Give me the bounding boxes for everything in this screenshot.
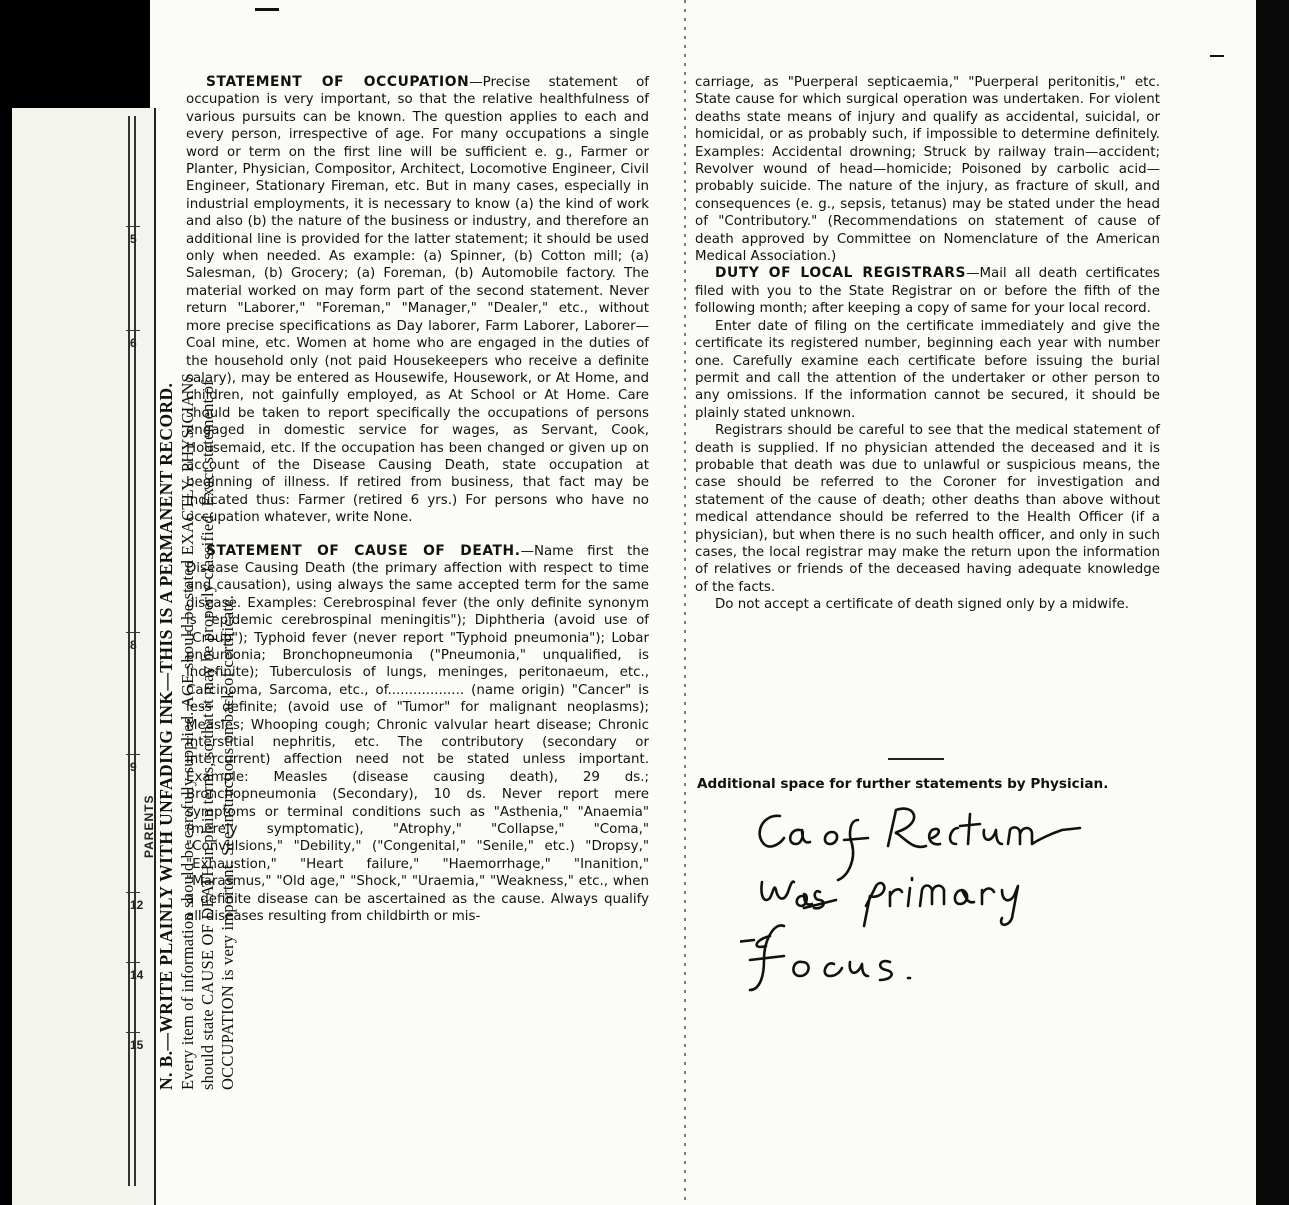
cause-paragraph [186, 543, 649, 926]
ruler-tick [126, 754, 140, 755]
cause-text: —Name first the Disease Causing Death (the primary affection with respect to time and causation), using always the same accepted term for the same disease. Examples: Cerebrospinal fever (the only definite synonym is "epidemic cerebrospinal meningitis"); Diphtheria (avoid use of "Croup"); Typhoid fever (never report "Typhoid pneumonia"); Lobar pneumonia; Bronchopneumonia ("Pneumonia," unqualified, is indefinite); Tuberculosis of lungs, meninges, peritonaeum, etc., Carcinoma, Sarcoma, etc., of.................. (name origin) "Cancer" is less definite; (avoid use of "Tumor" for malignant neoplasms); Measles; Whooping cough; Chronic valvular heart disease; Chronic interstitial nephritis, etc. The contributory (secondary or intercurrent) affection need not be stated unless important. Example: Measles (disease causing death), 29 ds.; Bronchopneumonia (Secondary), 10 ds. Never report mere symptoms or terminal conditions such as "Asthenia," "Anaemia" (merely symptomatic), "Atrophy," "Collapse," "Coma," "Convulsions," "Debility," ("Congenital," "Senile," etc.) "Dropsy," "Exhaustion," "Heart failure," "Haemorrhage," "Inanition," "Marasmus," "Old age," "Shock," "Uraemia," "Weakness," etc., when a definite disease can be ascertained as the cause. Always qualify all diseases resulting from childbirth or mis- [186, 543, 649, 925]
ruler-tick [126, 962, 140, 963]
medical-statement-paragraph: Registrars should be careful to see that the medical statement of death is supplied. If no physician attended the deceased and it is probable that death was due to unlawful or suspicious means, the case should be referred to the Coroner for investigation and statement of the cause of death; other deaths than above without medical attendance should be referred to the Health Officer (if a physician), but when there is no such health officer, and only in such cases, the local registrar may make the return upon the information of relatives or friends of the deceased having adequate knowledge of the facts. [695, 423, 1160, 595]
strip-instruction: Every item of information should be carefully supplied. AGE should be stated EXACTLY. PHYSICIANS [178, 372, 197, 1090]
cause-heading: STATEMENT OF CAUSE OF DEATH. [206, 542, 521, 559]
scan-mark [1210, 55, 1224, 57]
registrars-paragraph [695, 265, 1160, 317]
ruler-tick [126, 1032, 140, 1033]
ruler-number: 14 [130, 968, 144, 982]
strip-instruction: OCCUPATION is very important. See instructions on back of certificate. [218, 594, 237, 1090]
ruler-number: 15 [130, 1038, 144, 1052]
filing-paragraph: Enter date of filing on the certificate immediately and give the certificate its registered number, beginning each year with number one. Carefully examine each certificate before issuing the burial permit and call the attention of the undertaker or other person to any omissions. If the information cannot be secured, it should be plainly stated unknown. [695, 318, 1160, 421]
strip-instruction: should state CAUSE OF DEATH in plain terms, so that it may be properly classified. Exact statement of [198, 380, 217, 1090]
additional-space-label: Additional space for further statements by Physician. [697, 776, 1109, 792]
handwriting-strokes [740, 800, 1100, 1000]
ruler-number: 9 [130, 760, 137, 774]
ruler-tick [126, 330, 140, 331]
fold-line [684, 0, 686, 1205]
registrars-text: —Mail all death certificates filed with you to the State Registrar on or before the fifth of the following month; after keeping a copy of same for your local record. [695, 266, 1160, 317]
occupation-paragraph [186, 74, 649, 527]
ruler-tick [126, 892, 140, 893]
cause-continued: carriage, as "Puerperal septicaemia," "Puerperal peritonitis," etc. State cause for which surgical operation was undertaken. For violent deaths state means of injury and qualify as accidental, suicidal, or homicidal, or as probably such, if impossible to determine definitely. Examples: Accidental drowning; Struck by railway train—accident; Revolver wound of head—homicide; Poisoned by carbolic acid—probably suicide. The nature of the injury, as fracture of skull, and consequences (e. g., sepsis, tetanus) may be stated under the head of "Contributory." (Recommendations on statement of cause of death approved by Committee on Nomenclature of the American Medical Association.) [695, 75, 1160, 265]
scan-edge [1256, 0, 1289, 1205]
midwife-paragraph: Do not accept a certificate of death signed only by a midwife. [715, 597, 1130, 613]
occupation-text: —Precise statement of occupation is very important, so that the relative healthfulness of various pursuits can be known. The question applies to each and every person, irrespective of age. For many occupations a single word or term on the first line will be sufficient e. g., Farmer or Planter, Physician, Compositor, Architect, Locomotive Engineer, Civil Engineer, Stationary Fireman, etc. But in many cases, especially in industrial employments, it is necessary to know (a) the kind of work and also (b) the nature of the business or industry, and therefore an additional line is provided for the latter statement; it should be used only when needed. As example: (a) Spinner, (b) Cotton mill; (a) Salesman, (b) Grocery; (a) Foreman, (b) Automobile factory. The material worked on may form part of the second statement. Never return "Laborer," "Foreman," "Manager," "Dealer," etc., without more precise specifications as Day laborer, Farm Laborer, Laborer—Coal mine, etc. Women at home who are engaged in the duties of the household only (not paid Housekeepers who receive a definite salary), may be entered as Housewife, Housework, or At Home, and children, not gainfully employed, as At School or At Home. Care should be taken to report specifically the occupations of persons engaged in domestic service for wages, as Servant, Cook, Housemaid, etc. If the occupation has been changed or given up on account of the Disease Causing Death, state occupation at beginning of illness. If retired from business, that fact may be indicated thus: Farmer (retired 6 yrs.) For persons who have no occupation whatever, write None. [186, 75, 649, 526]
strip-notice: N. B.—WRITE PLAINLY WITH UNFADING INK—THIS IS A PERMANENT RECORD. [156, 382, 176, 1090]
ruler-tick [126, 226, 140, 227]
parents-label: PARENTS [142, 794, 156, 858]
scan-mark [255, 8, 279, 11]
registrars-heading: DUTY OF LOCAL REGISTRARS [715, 265, 967, 282]
ruler-number: 5 [130, 232, 137, 246]
ruler-number: 8 [130, 638, 137, 652]
right-text-column [695, 74, 1160, 614]
ruler-number: 12 [130, 898, 144, 912]
occupation-heading: STATEMENT OF OCCUPATION [206, 74, 470, 90]
left-text-column [186, 74, 649, 926]
section-divider [888, 758, 944, 760]
handwritten-note [740, 800, 1100, 1000]
ruler-number: 6 [130, 336, 137, 350]
ruler-tick [126, 632, 140, 633]
